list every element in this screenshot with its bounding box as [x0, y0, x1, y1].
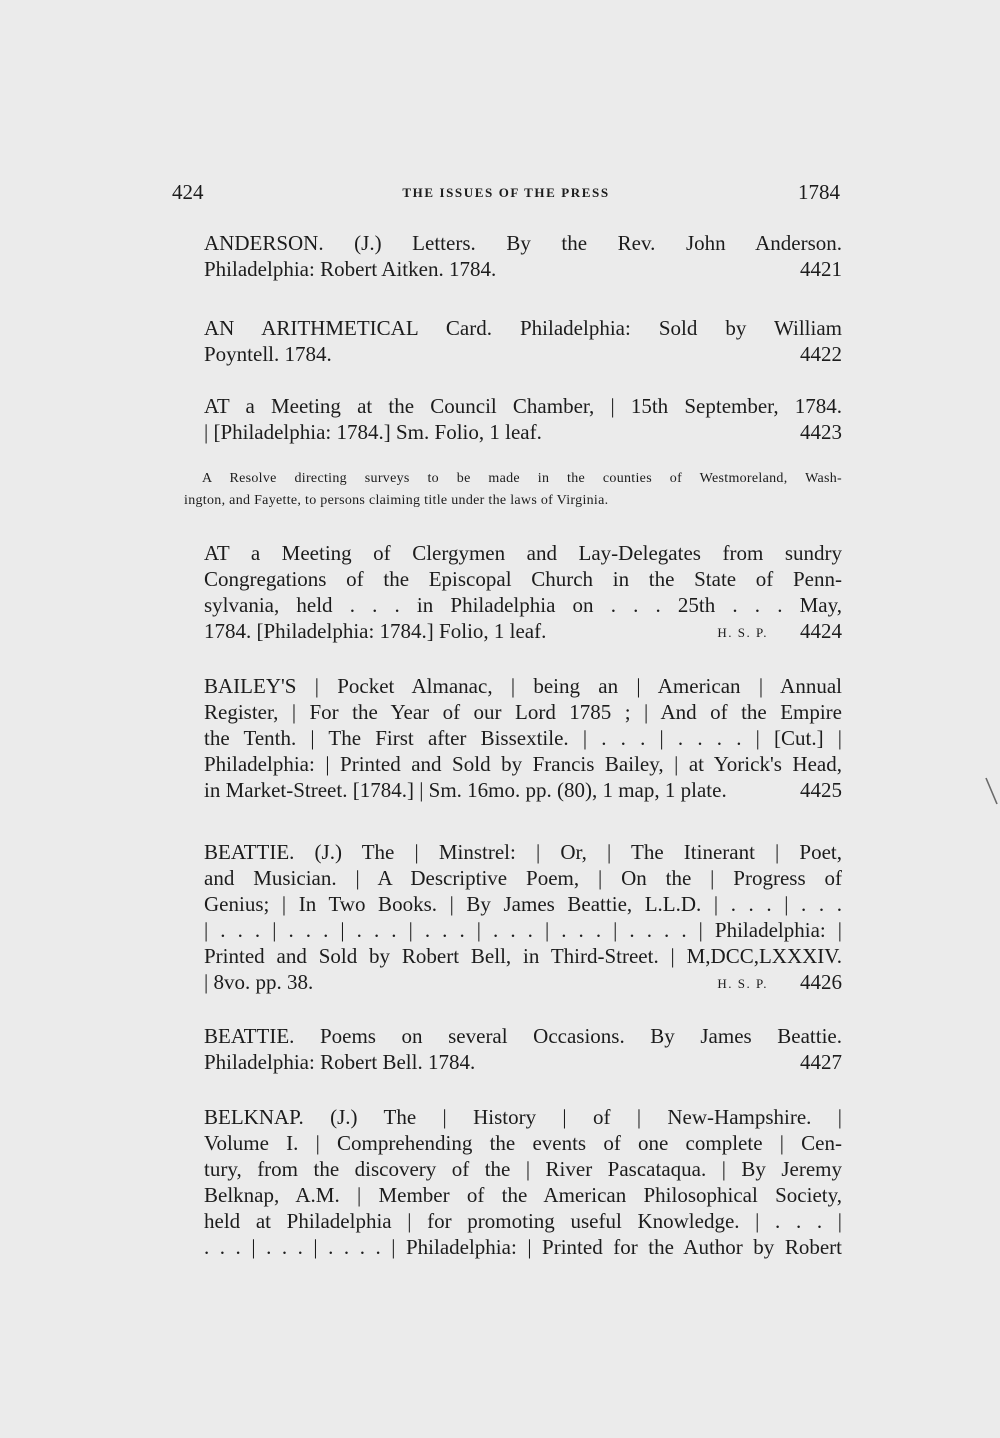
entry-line: AN ARITHMETICAL Card. Philadelphia: Sold by William: [204, 316, 842, 340]
entry-line: and Musician. | A Descriptive Poem, | On the | Progress of: [204, 866, 842, 890]
entry-line: Volume I. | Comprehending the events of one complete | Cen-: [204, 1131, 842, 1155]
entry-line: AT a Meeting of Clergymen and Lay-Delegates from sundry: [204, 541, 842, 565]
location-mark: H. S. P.: [717, 625, 768, 640]
entry-4423: [184, 393, 842, 445]
entry-line: AT a Meeting at the Council Chamber, | 15th September, 1784.: [204, 394, 842, 418]
entry-note: [184, 468, 842, 512]
entry-number: 4421: [800, 257, 842, 281]
entry-number: 4426: [800, 970, 842, 994]
entry-line: [184, 419, 842, 445]
entry-4422: [184, 315, 842, 367]
entry-line: BELKNAP. (J.) The | History | of | New-Hampshire. |: [204, 1105, 842, 1129]
note-line: ington, and Fayette, to persons claiming title under the laws of Virginia.: [184, 493, 609, 508]
running-title: THE ISSUES OF THE PRESS: [402, 185, 610, 200]
entry-line-text: in Market-Street. [1784.] | Sm. 16mo. pp. (80), 1 map, 1 plate.: [204, 778, 727, 802]
entry-line: sylvania, held . . . in Philadelphia on . . . 25th . . . May,: [204, 593, 842, 617]
entry-line: Philadelphia: | Printed and Sold by Francis Bailey, | at Yorick's Head,: [204, 752, 842, 776]
entry-line: [184, 618, 842, 644]
entry-line: tury, from the discovery of the | River Pascataqua. | By Jeremy: [204, 1157, 842, 1181]
page-number: 424: [172, 180, 204, 204]
note-line: A Resolve directing surveys to be made in the counties of Westmoreland, Wash-: [202, 471, 842, 486]
entry-line: Congregations of the Episcopal Church in the State of Penn-: [204, 567, 842, 591]
entry-4426: [184, 839, 842, 995]
entry-line-text: Philadelphia: Robert Aitken. 1784.: [204, 257, 497, 281]
entry-line: Printed and Sold by Robert Bell, in Third-Street. | M,DCC,LXXXIV.: [204, 944, 842, 968]
header-year: 1784: [798, 180, 840, 204]
entry-line-text: Philadelphia: Robert Bell. 1784.: [204, 1050, 476, 1074]
location-mark: H. S. P.: [717, 976, 768, 991]
entry-number: 4423: [800, 420, 842, 444]
entry-line: Belknap, A.M. | Member of the American Philosophical Society,: [204, 1183, 842, 1207]
entry-belknap: [184, 1104, 842, 1260]
page-header: [172, 176, 840, 206]
entry-number: 4425: [800, 778, 842, 802]
entry-line: ANDERSON. (J.) Letters. By the Rev. John Anderson.: [204, 231, 842, 255]
entry-line: | . . . | . . . | . . . | . . . | . . . | . . . | . . . . | Philadelphia: |: [204, 918, 842, 942]
margin-pen-mark: [985, 776, 999, 806]
entry-line: [184, 1049, 842, 1075]
entry-line: BEATTIE. (J.) The | Minstrel: | Or, | The Itinerant | Poet,: [204, 840, 842, 864]
entry-line: [184, 777, 842, 803]
entry-4427: [184, 1023, 842, 1075]
entry-line: held at Philadelphia | for promoting useful Knowledge. | . . . |: [204, 1209, 842, 1233]
entry-4424: [184, 540, 842, 644]
entry-line-text: Poyntell. 1784.: [204, 342, 332, 366]
entry-line: [184, 969, 842, 995]
entry-line: BEATTIE. Poems on several Occasions. By James Beattie.: [204, 1024, 842, 1048]
entry-number: 4422: [800, 342, 842, 366]
entry-line: the Tenth. | The First after Bissextile. | . . . | . . . . | [Cut.] |: [204, 726, 842, 750]
entry-line: [184, 256, 842, 282]
entry-4425: [184, 673, 842, 803]
entry-4421: [184, 230, 842, 282]
entry-line: Register, | For the Year of our Lord 1785 ; | And of the Empire: [204, 700, 842, 724]
entry-line: [184, 341, 842, 367]
entry-line-text: | 8vo. pp. 38.: [204, 970, 314, 994]
entry-line: . . . | . . . | . . . . | Philadelphia: | Printed for the Author by Robert: [204, 1235, 842, 1259]
entry-number: 4424: [800, 619, 842, 643]
entry-line-text: | [Philadelphia: 1784.] Sm. Folio, 1 leaf.: [204, 420, 542, 444]
entry-line-text: 1784. [Philadelphia: 1784.] Folio, 1 leaf.: [204, 619, 547, 643]
entry-number: 4427: [800, 1050, 842, 1074]
entry-line: Genius; | In Two Books. | By James Beattie, L.L.D. | . . . | . . .: [204, 892, 842, 916]
entry-line: BAILEY'S | Pocket Almanac, | being an | American | Annual: [204, 674, 842, 698]
